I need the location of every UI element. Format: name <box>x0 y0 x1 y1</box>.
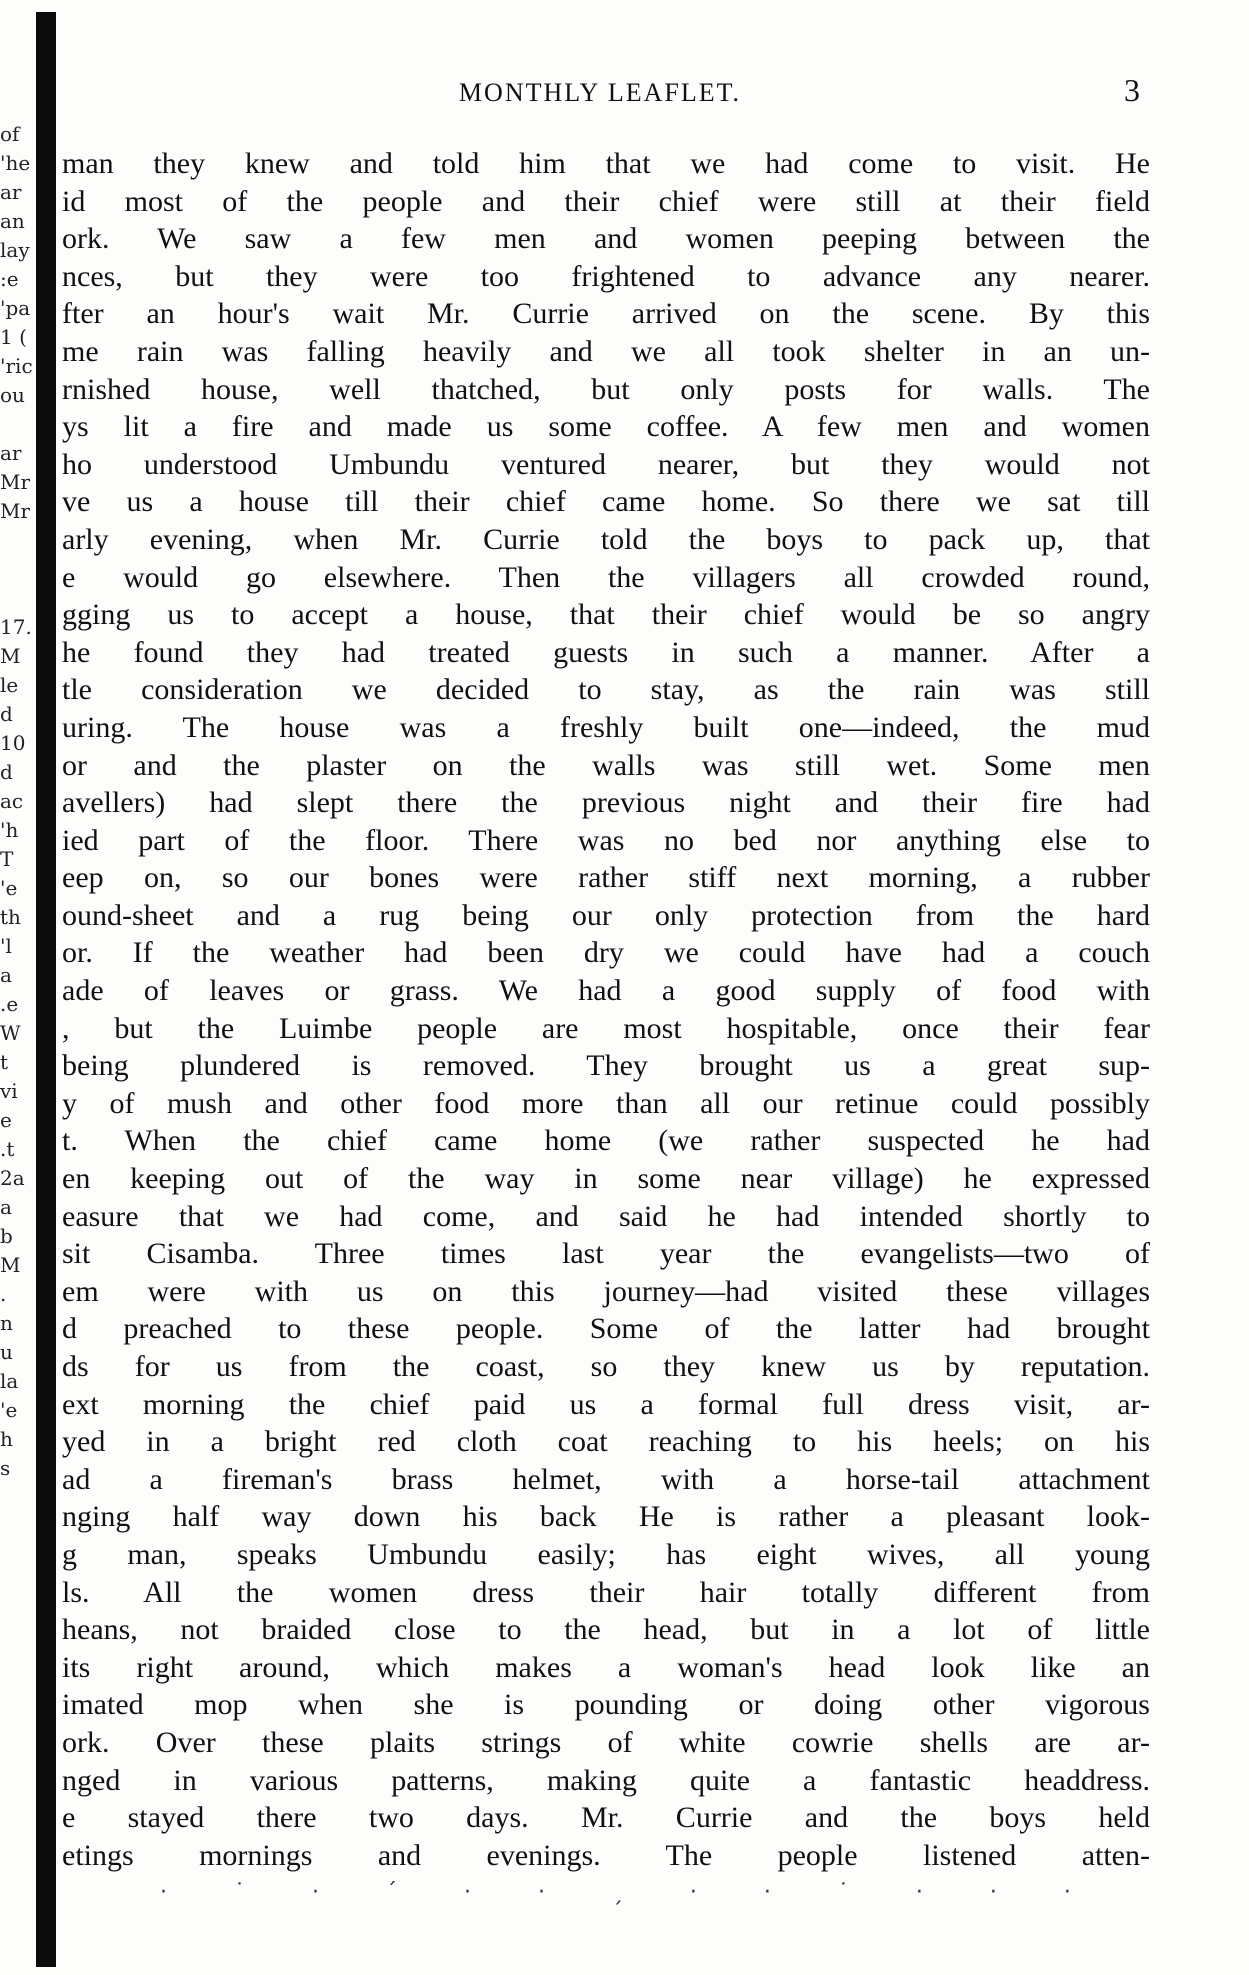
text-line: etings mornings and evenings. The people listened atten- <box>62 1838 1150 1872</box>
text-line: he found they had treated guests in such a manner. After a <box>62 635 1150 669</box>
text-line: ho understood Umbundu ventured nearer, but they would not <box>62 447 1150 481</box>
text-line: ds for us from the coast, so they knew us by reputation. <box>62 1350 1150 1383</box>
text-line: ound-sheet and a rug being our only protection from the hard <box>62 898 1150 932</box>
body-text <box>62 145 1150 1875</box>
text-line: ad a fireman's brass helmet, with a horse-tail attachment <box>62 1462 1150 1496</box>
text-line: em were with us on this journey—had visited these villages <box>62 1274 1150 1308</box>
text-line: ied part of the floor. There was no bed nor anything else to <box>62 823 1150 857</box>
text-line: rnished house, well thatched, but only posts for walls. The <box>62 372 1150 406</box>
text-line: man they knew and told him that we had come to visit. He <box>62 147 1150 180</box>
text-line: ork. Over these plaits strings of white cowrie shells are ar- <box>62 1725 1150 1759</box>
text-line: imated mop when she is pounding or doing other vigorous <box>62 1688 1150 1722</box>
text-line: ork. We saw a few men and women peeping between the <box>62 222 1150 256</box>
text-line: , but the Luimbe people are most hospitable, once their fear <box>62 1011 1150 1045</box>
text-line: g man, speaks Umbundu easily; has eight wives, all young <box>62 1537 1150 1571</box>
text-line: eep on, so our bones were rather stiff next morning, a rubber <box>62 861 1150 895</box>
facing-page-fragments: of 'he ar an lay :e 'pa 1 ( 'ric ou ar Mr Mr 17. M le d 10 d ac 'h T 'e th 'l a .e W t vi e .t 2a a b M . n u la 'e h s <box>0 122 33 1480</box>
text-line: avellers) had slept there the previous night and their fire had <box>62 786 1150 820</box>
text-line: ve us a house till their chief came home. So there we sat till <box>62 485 1150 519</box>
text-line: nces, but they were too frightened to advance any nearer. <box>62 259 1150 293</box>
text-line: ys lit a fire and made us some coffee. A few men and women <box>62 410 1150 444</box>
text-line: y of mush and other food more than all our retinue could possibly <box>62 1086 1150 1120</box>
text-line: being plundered is removed. They brought us a great sup- <box>62 1049 1150 1083</box>
text-line: fter an hour's wait Mr. Currie arrived on the scene. By this <box>62 297 1150 331</box>
text-line: gging us to accept a house, that their chief would be so angry <box>62 598 1150 632</box>
text-line: ext morning the chief paid us a formal full dress visit, ar- <box>62 1387 1150 1421</box>
text-line: t. When the chief came home (we rather suspected he had <box>62 1124 1150 1158</box>
text-line: easure that we had come, and said he had intended shortly to <box>62 1199 1150 1233</box>
text-line: heans, not braided close to the head, but in a lot of little <box>62 1613 1150 1647</box>
text-line: arly evening, when Mr. Currie told the boys to pack up, that <box>62 522 1150 556</box>
binding-gutter <box>36 12 56 1967</box>
text-line: en keeping out of the way in some near village) he expressed <box>62 1162 1150 1196</box>
text-line: uring. The house was a freshly built one—indeed, the mud <box>62 710 1150 744</box>
text-line: or. If the weather had been dry we could have had a couch <box>62 936 1150 970</box>
text-line: or and the plaster on the walls was still wet. Some men <box>62 748 1150 782</box>
text-line: e stayed there two days. Mr. Currie and the boys held <box>62 1801 1150 1835</box>
text-line: ade of leaves or grass. We had a good supply of food with <box>62 974 1150 1008</box>
text-line: ls. All the women dress their hair totally different from <box>62 1575 1150 1609</box>
text-line: me rain was falling heavily and we all took shelter in an un- <box>62 334 1150 368</box>
page-number: 3 <box>1124 72 1140 108</box>
print-specks: · ˙ · ˊ · · ˏ · · ˙ · · · <box>160 1880 1101 1905</box>
running-title: MONTHLY LEAFLET. <box>458 78 742 107</box>
text-line: nged in various patterns, making quite a fantastic headdress. <box>62 1763 1150 1797</box>
text-line: d preached to these people. Some of the latter had brought <box>62 1312 1150 1346</box>
text-line: tle consideration we decided to stay, as the rain was still <box>62 673 1150 707</box>
text-line: id most of the people and their chief were still at their field <box>62 184 1150 218</box>
text-line: nging half way down his back He is rather a pleasant look- <box>62 1500 1150 1534</box>
page-header <box>60 72 1140 118</box>
text-line: sit Cisamba. Three times last year the evangelists—two of <box>62 1237 1150 1271</box>
text-line: e would go elsewhere. Then the villagers all crowded round, <box>62 560 1150 594</box>
text-line: yed in a bright red cloth coat reaching to his heels; on his <box>62 1425 1150 1459</box>
text-line: its right around, which makes a woman's head look like an <box>62 1650 1150 1684</box>
